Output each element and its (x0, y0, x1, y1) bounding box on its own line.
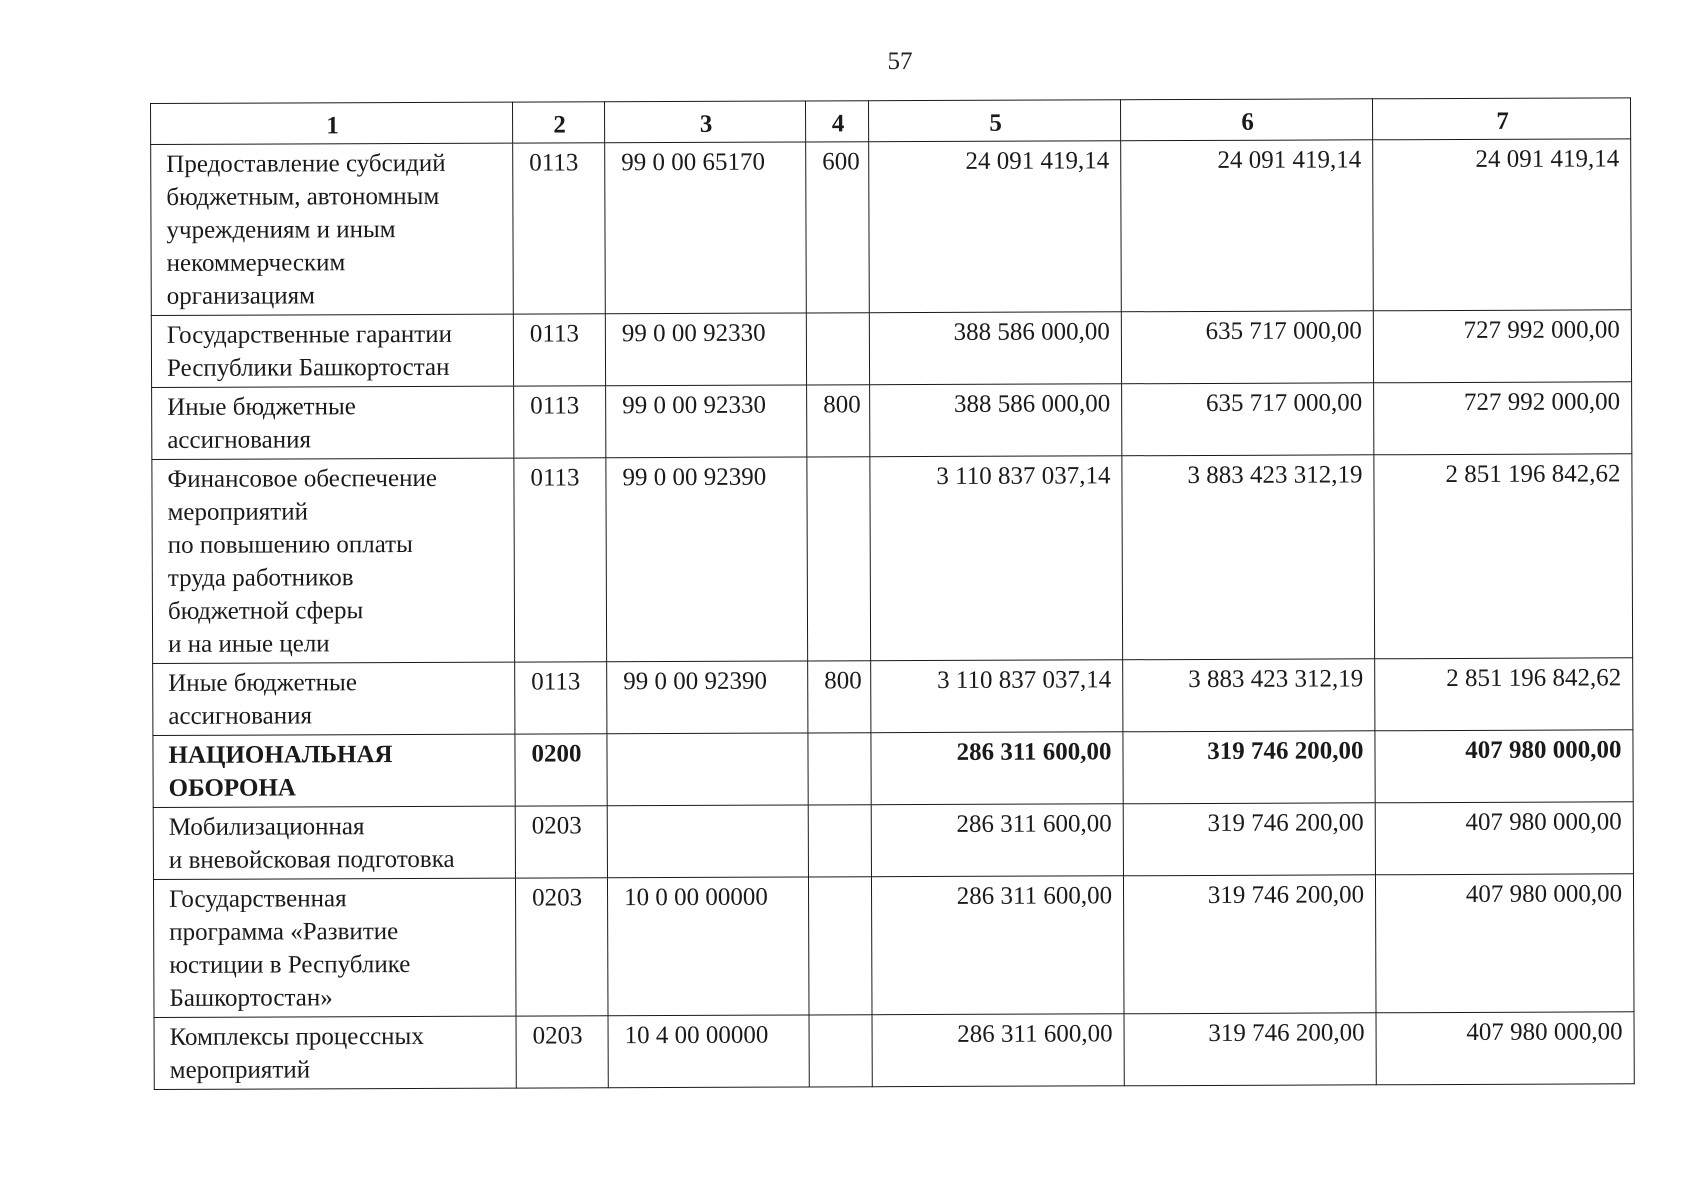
target-code-cell: 10 0 00 00000 (607, 877, 809, 1016)
expense-type-cell (806, 313, 869, 385)
expense-type-cell (808, 733, 871, 805)
expense-type-cell: 600 (806, 142, 870, 313)
row-name-line: Финансовое обеспечение (167, 464, 437, 493)
row-name-line: программа «Развитие (169, 918, 399, 946)
row-name-line: Иные бюджетные (167, 393, 356, 421)
amount-col-5-cell: 286 311 600,00 (871, 876, 1124, 1015)
expense-type-cell (807, 457, 871, 661)
section-code-cell: 0113 (514, 458, 607, 662)
expense-type-cell (809, 1015, 872, 1087)
amount-col-5-cell: 286 311 600,00 (871, 804, 1123, 877)
header-col-3: 3 (604, 101, 805, 143)
amount-col-7-cell: 727 992 000,00 (1374, 382, 1632, 455)
budget-table (150, 97, 1635, 1090)
row-name-cell (152, 458, 515, 663)
header-row (151, 98, 1631, 145)
row-name-line: юстиции в Республике (169, 951, 411, 979)
amount-col-7-cell: 407 980 000,00 (1375, 874, 1634, 1013)
header-col-2: 2 (512, 102, 604, 143)
amount-col-7-cell: 407 980 000,00 (1375, 802, 1633, 875)
amount-col-6-cell: 319 746 200,00 (1124, 1013, 1376, 1086)
expense-type-cell: 800 (808, 661, 871, 733)
amount-col-7-cell: 24 091 419,14 (1373, 139, 1632, 311)
section-code-cell: 0203 (515, 878, 608, 1016)
row-name-line: мероприятий (169, 1056, 311, 1084)
amount-col-5-cell: 3 110 837 037,14 (870, 456, 1123, 661)
header-col-1: 1 (151, 102, 513, 144)
expense-type-cell: 800 (807, 385, 870, 457)
amount-col-6-cell: 3 883 423 312,19 (1122, 455, 1375, 660)
table-body (151, 139, 1635, 1090)
amount-col-5-cell: 286 311 600,00 (871, 732, 1123, 805)
section-code-cell: 0113 (515, 662, 607, 734)
section-code-cell: 0203 (516, 1016, 608, 1088)
amount-col-6-cell: 635 717 000,00 (1122, 383, 1374, 456)
row-name-line: учреждениям и иным (166, 216, 396, 244)
target-code-cell: 99 0 00 92330 (605, 313, 806, 386)
amount-col-6-cell: 319 746 200,00 (1123, 731, 1375, 804)
amount-col-7-cell: 407 980 000,00 (1375, 730, 1633, 803)
page-number: 57 (887, 48, 913, 75)
table-row (153, 658, 1633, 736)
target-code-cell: 10 4 00 00000 (608, 1015, 809, 1088)
row-name-cell (153, 734, 515, 807)
amount-col-6-cell: 3 883 423 312,19 (1123, 659, 1375, 732)
target-code-cell (607, 805, 808, 878)
row-name-line: Комплексы процессных (169, 1022, 424, 1051)
row-name-line: организациям (166, 282, 315, 310)
amount-col-5-cell: 3 110 837 037,14 (871, 660, 1123, 733)
amount-col-6-cell: 319 746 200,00 (1123, 803, 1375, 876)
table-row (151, 139, 1632, 316)
row-name-line: Государственные гарантии (166, 320, 453, 349)
table-row (153, 802, 1633, 880)
section-code-cell: 0113 (514, 386, 606, 458)
header-col-4: 4 (805, 101, 868, 142)
amount-col-7-cell: 727 992 000,00 (1373, 310, 1631, 383)
table-row (152, 382, 1632, 460)
amount-col-5-cell: 388 586 000,00 (869, 312, 1121, 385)
section-code-cell: 0203 (515, 806, 607, 878)
row-name-line: и на иные цели (168, 630, 330, 658)
row-name-line: Государственная (169, 885, 347, 913)
target-code-cell: 99 0 00 65170 (605, 142, 807, 314)
row-name-cell (154, 1016, 516, 1089)
amount-col-6-cell: 319 746 200,00 (1123, 875, 1376, 1014)
row-name-line: Башкортостан» (169, 984, 333, 1012)
row-name-line: ОБОРОНА (168, 774, 297, 802)
table-row (151, 310, 1631, 388)
budget-table-container (150, 97, 1634, 1090)
amount-col-7-cell: 2 851 196 842,62 (1374, 454, 1633, 659)
header-col-5: 5 (868, 100, 1120, 142)
section-code-cell: 0200 (515, 734, 607, 806)
row-name-line: по повышению оплаты (167, 530, 413, 559)
amount-col-5-cell: 24 091 419,14 (869, 141, 1122, 313)
target-code-cell: 99 0 00 92390 (606, 457, 808, 662)
row-name-line: Мобилизационная (168, 813, 365, 841)
target-code-cell (607, 733, 808, 806)
row-name-line: ассигнования (168, 702, 313, 730)
amount-col-7-cell: 2 851 196 842,62 (1375, 658, 1633, 731)
row-name-cell (152, 386, 514, 459)
row-name-cell (151, 314, 513, 387)
amount-col-7-cell: 407 980 000,00 (1376, 1012, 1634, 1085)
expense-type-cell (808, 877, 872, 1015)
amount-col-6-cell: 24 091 419,14 (1121, 140, 1374, 312)
row-name-cell (153, 806, 515, 879)
row-name-line: мероприятий (167, 498, 308, 526)
table-row (152, 454, 1633, 664)
row-name-line: Республики Башкортостан (166, 353, 450, 382)
row-name-line: НАЦИОНАЛЬНАЯ (168, 741, 393, 769)
target-code-cell: 99 0 00 92330 (606, 385, 807, 458)
amount-col-5-cell: 388 586 000,00 (870, 384, 1122, 457)
row-name-cell (151, 143, 514, 315)
section-code-cell: 0113 (513, 143, 606, 314)
row-name-line: ассигнования (167, 426, 311, 454)
row-name-cell (153, 662, 515, 735)
target-code-cell: 99 0 00 92390 (607, 661, 808, 734)
row-name-line: Предоставление субсидий (166, 149, 446, 178)
expense-type-cell (808, 805, 871, 877)
row-name-line: Иные бюджетные (168, 669, 357, 697)
amount-col-6-cell: 635 717 000,00 (1121, 311, 1373, 384)
header-col-6: 6 (1120, 99, 1372, 141)
row-name-line: бюджетной сферы (167, 597, 364, 625)
header-col-7: 7 (1372, 98, 1630, 140)
section-code-cell: 0113 (513, 314, 605, 386)
row-name-line: бюджетным, автономным (166, 182, 440, 211)
row-name-line: и вневойсковая подготовка (168, 845, 455, 874)
table-row (153, 730, 1633, 808)
table-row (154, 1012, 1634, 1090)
row-name-cell (153, 878, 516, 1017)
row-name-line: некоммерческим (166, 249, 346, 277)
row-name-line: труда работников (167, 564, 354, 592)
table-row (153, 874, 1634, 1018)
amount-col-5-cell: 286 311 600,00 (872, 1014, 1124, 1087)
